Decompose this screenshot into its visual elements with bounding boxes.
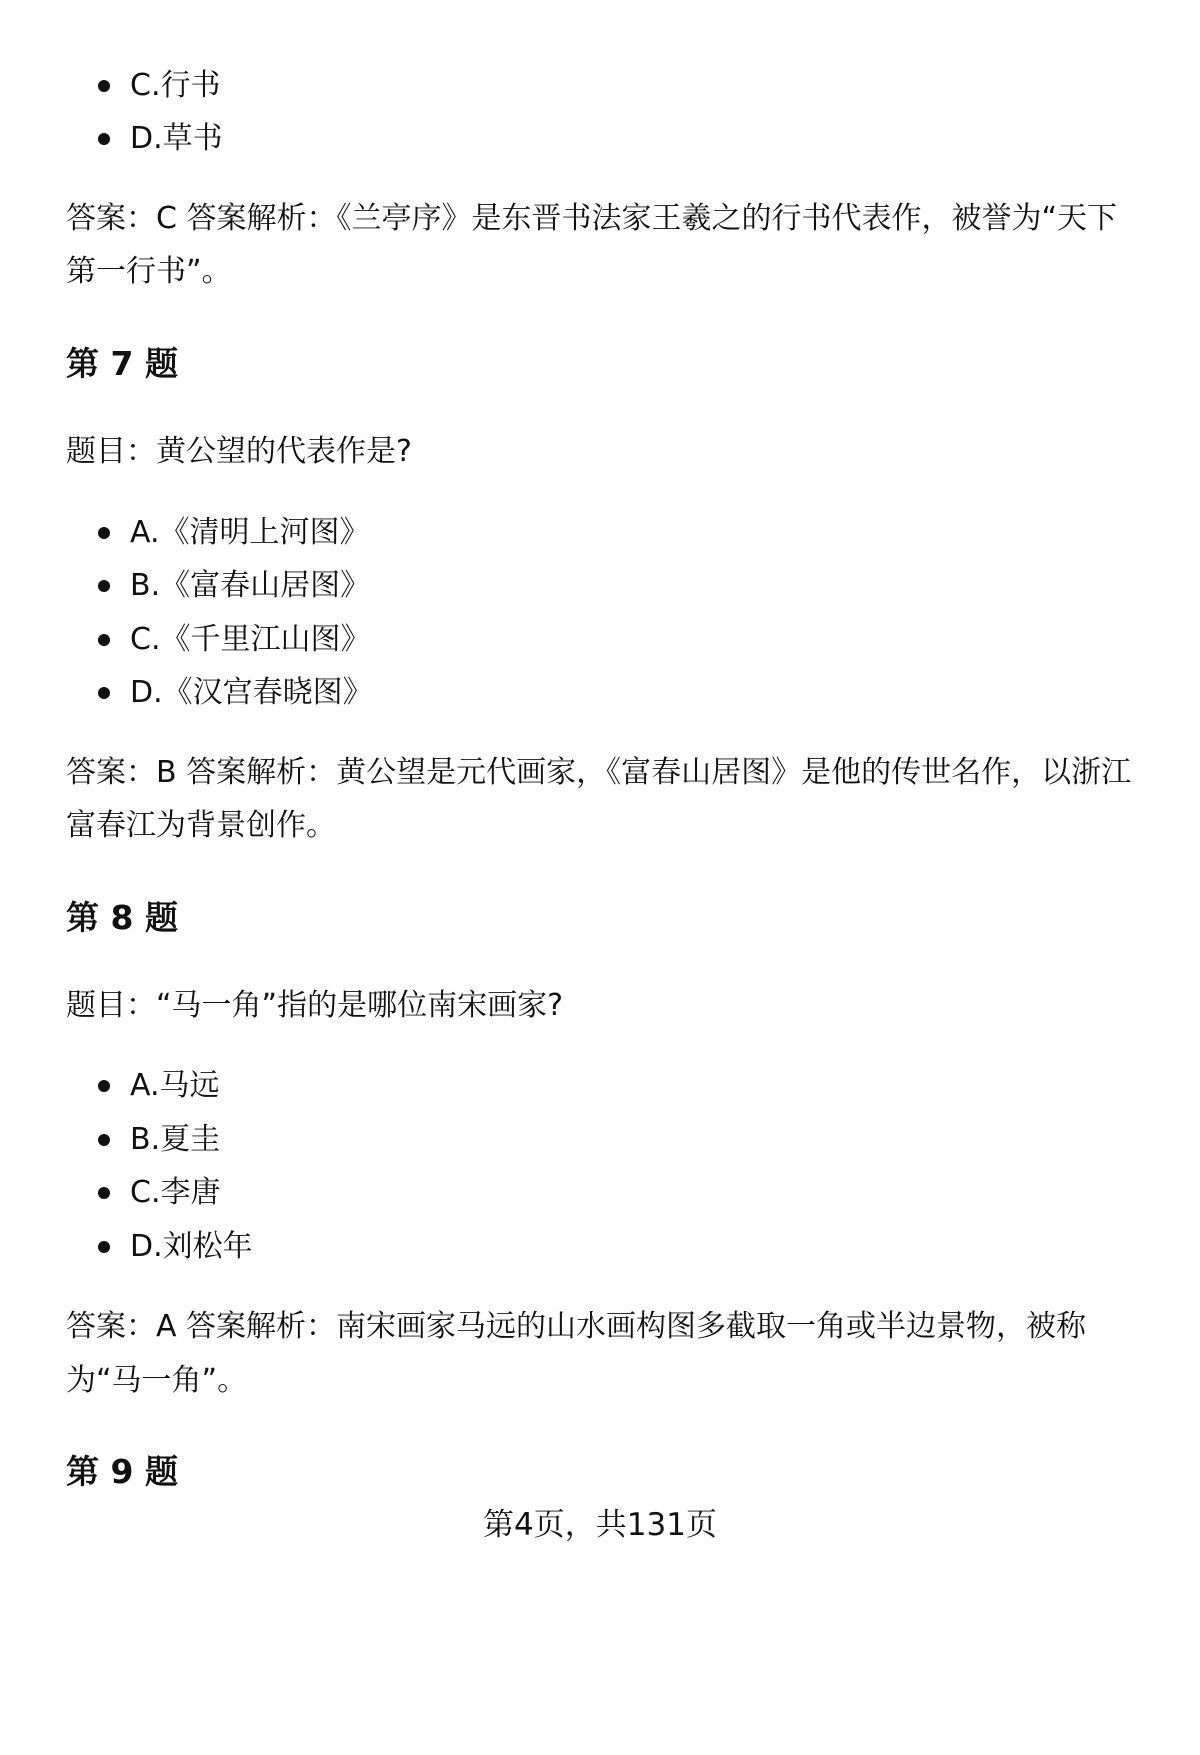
bullet-icon	[98, 580, 110, 592]
question-heading: 第 8 题	[66, 898, 178, 937]
question-heading: 第 9 题	[66, 1452, 178, 1491]
bullet-icon	[98, 1187, 110, 1199]
answer-line: 富春江为背景创作。	[66, 808, 336, 843]
question-text: 题目：“马一角”指的是哪位南宋画家?	[66, 988, 564, 1023]
bullet-icon	[98, 133, 110, 145]
option-item	[98, 673, 373, 713]
option-text: D.刘松年	[130, 1229, 253, 1264]
bullet-icon	[98, 80, 110, 92]
answer-line: 答案：B 答案解析：黄公望是元代画家，《富春山居图》是他的传世名作，以浙江	[66, 755, 1132, 790]
bullet-icon	[98, 1134, 110, 1146]
option-text: A.马远	[130, 1068, 220, 1103]
answer-line: 为“马一角”。	[66, 1363, 248, 1398]
option-text: C.《千里江山图》	[130, 622, 371, 657]
bullet-icon	[98, 1080, 110, 1092]
option-item	[98, 620, 370, 660]
question-heading: 第 7 题	[66, 344, 178, 383]
answer-line: 第一行书”。	[66, 254, 232, 289]
option-item	[98, 1173, 220, 1213]
option-text: B.夏圭	[130, 1122, 221, 1157]
bullet-icon	[98, 527, 110, 539]
answer-line: 答案：C 答案解析：《兰亭序》是东晋书法家王羲之的行书代表作，被誉为“天下	[66, 201, 1118, 236]
option-item	[98, 513, 370, 553]
bullet-icon	[98, 687, 110, 699]
bullet-icon	[98, 634, 110, 646]
page-number: 第4页，共131页	[483, 1507, 717, 1543]
option-item	[98, 1120, 220, 1160]
option-text: C.行书	[130, 68, 221, 103]
option-text: D.草书	[130, 121, 223, 156]
question-text: 题目：黄公望的代表作是?	[66, 434, 412, 469]
bullet-icon	[98, 1241, 110, 1253]
option-item	[98, 1227, 253, 1267]
option-text: D.《汉宫春晓图》	[130, 675, 373, 710]
answer-line: 答案：A 答案解析：南宋画家马远的山水画构图多截取一角或半边景物，被称	[66, 1309, 1087, 1344]
option-item	[98, 566, 370, 606]
option-item	[98, 119, 223, 159]
option-text: A.《清明上河图》	[130, 515, 370, 550]
option-item	[98, 66, 220, 106]
option-item	[98, 1066, 220, 1106]
option-text: C.李唐	[130, 1175, 221, 1210]
option-text: B.《富春山居图》	[130, 568, 371, 603]
